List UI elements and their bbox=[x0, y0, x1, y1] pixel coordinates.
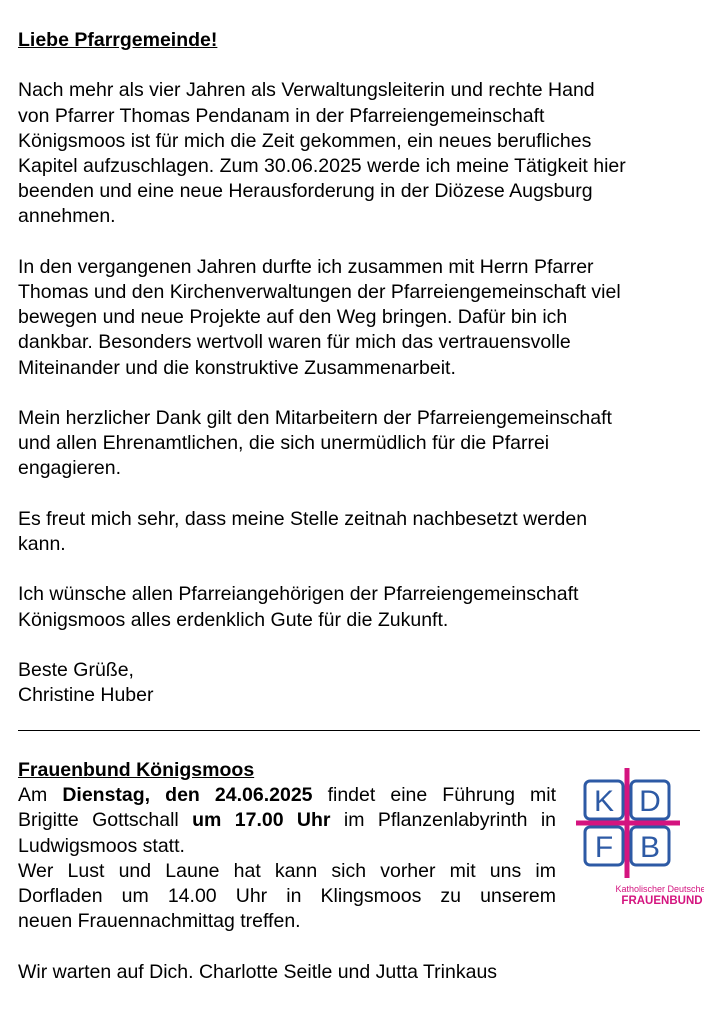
event-time: um 17.00 Uhr bbox=[192, 809, 331, 832]
letter-paragraph bbox=[18, 406, 704, 482]
text-line: kann. bbox=[18, 533, 66, 555]
logo-letter-k: K bbox=[593, 785, 615, 818]
logo-caption-2: FRAUENBUND bbox=[621, 895, 703, 907]
text-line: bewegen und neue Projekte auf den Weg bringen. Dafür bin ich bbox=[18, 306, 568, 329]
frauenbund-heading: Frauenbund Königsmoos bbox=[18, 759, 255, 781]
text-line: von Pfarrer Thomas Pendanam in der Pfarreiengemeinschaft bbox=[18, 104, 545, 127]
text-line: Kapitel aufzuschlagen. Zum 30.06.2025 werde ich meine Tätigkeit hier bbox=[18, 155, 626, 177]
logo-letter-d: D bbox=[639, 785, 661, 818]
text-line: Königsmoos alles erdenklich Gute für die Zukunft. bbox=[18, 608, 449, 631]
text-line: Mein herzlicher Dank gilt den Mitarbeitern der Pfarreiengemeinschaft bbox=[18, 407, 612, 429]
text-line: Dorfladen um 14.00 Uhr in Klingsmoos zu unserem bbox=[18, 885, 556, 908]
text-line: und allen Ehrenamtlichen, die sich unermüdlich für die Pfarrei bbox=[18, 432, 550, 455]
logo-caption-1: Katholischer Deutscher bbox=[615, 884, 704, 894]
text-line: Es freut mich sehr, dass meine Stelle zeitnah nachbesetzt werden bbox=[18, 507, 588, 530]
text-fragment: im Pflanzenlabyrinth in bbox=[330, 809, 556, 832]
kdfb-logo-graphic bbox=[574, 766, 704, 908]
text-line: Wer Lust und Laune hat kann sich vorher mit uns im bbox=[18, 859, 556, 882]
letter-paragraph bbox=[18, 507, 704, 557]
section-divider bbox=[18, 730, 700, 731]
letter-paragraph bbox=[18, 582, 704, 632]
text-line: annehmen. bbox=[18, 205, 116, 228]
text-line: In den vergangenen Jahren durfte ich zusammen mit Herrn Pfarrer bbox=[18, 255, 594, 278]
text-line: Ich wünsche allen Pfarreiangehörigen der Pfarreiengemeinschaft bbox=[18, 583, 579, 606]
text-line: Miteinander und die konstruktive Zusammenarbeit. bbox=[18, 356, 456, 379]
letter-paragraph bbox=[18, 78, 704, 229]
frauenbund-closing: Wir warten auf Dich. Charlotte Seitle und Jutta Trinkaus bbox=[18, 960, 498, 983]
letter-closing: Beste Grüße, bbox=[18, 658, 134, 681]
letter-paragraph bbox=[18, 255, 704, 381]
kdfb-logo bbox=[574, 766, 704, 908]
letter-greeting: Liebe Pfarrgemeinde! bbox=[18, 29, 218, 51]
text-line: Ludwigsmoos statt. bbox=[18, 834, 185, 857]
letter-signature: Christine Huber bbox=[18, 684, 154, 707]
text-fragment: Am bbox=[18, 784, 63, 807]
text-line: dankbar. Besonders wertvoll waren für mich das vertrauensvolle bbox=[18, 331, 571, 354]
text-line: beenden und eine neue Herausforderung in der Diözese Augsburg bbox=[18, 180, 593, 203]
event-date: Dienstag, den 24.06.2025 bbox=[62, 784, 313, 807]
text-line: neuen Frauennachmittag treffen. bbox=[18, 910, 301, 933]
text-line: Königsmoos ist für mich die Zeit gekommen, ein neues berufliches bbox=[18, 129, 592, 152]
text-line: Nach mehr als vier Jahren als Verwaltungsleiterin und rechte Hand bbox=[18, 79, 595, 102]
logo-letter-f: F bbox=[594, 831, 614, 864]
text-line bbox=[18, 783, 556, 808]
text-line bbox=[18, 808, 556, 833]
text-fragment: Brigitte Gottschall bbox=[18, 809, 193, 832]
logo-letter-b: B bbox=[639, 831, 661, 864]
text-fragment: findet eine Führung mit bbox=[312, 784, 556, 807]
text-line: Thomas und den Kirchenverwaltungen der Pfarreiengemeinschaft viel bbox=[18, 281, 621, 303]
logo-cross-horizontal bbox=[576, 821, 680, 826]
letter bbox=[18, 28, 704, 708]
text-line: engagieren. bbox=[18, 457, 122, 480]
